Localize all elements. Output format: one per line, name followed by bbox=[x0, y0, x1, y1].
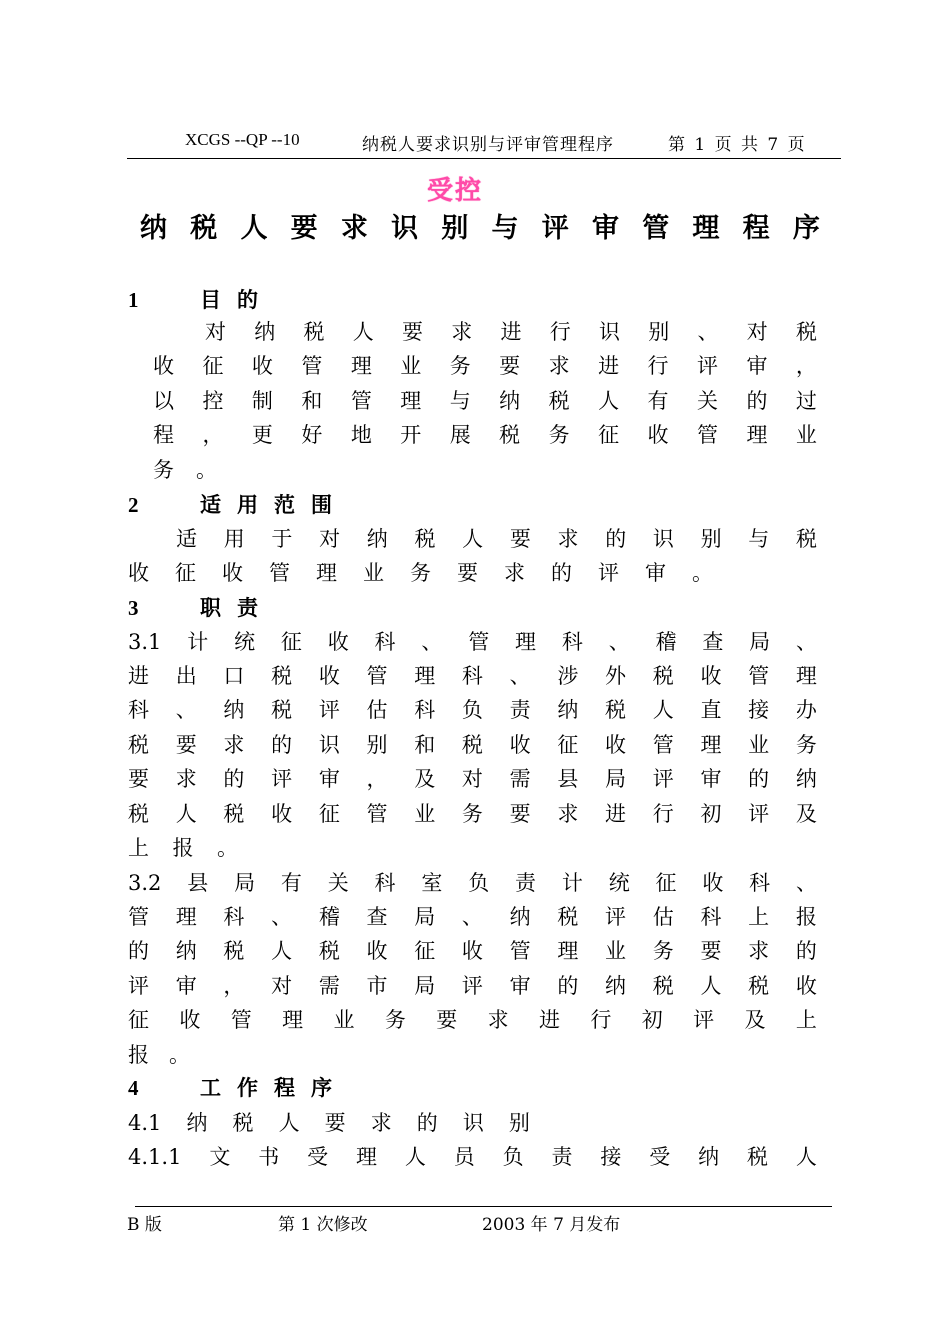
section-heading-4 bbox=[128, 1072, 348, 1102]
text-line: 要 求 的 评 审 ， 及 对 需 县 局 评 审 的 纳 bbox=[128, 767, 817, 791]
header-rule bbox=[127, 158, 841, 159]
controlled-stamp: 受控 bbox=[427, 176, 484, 206]
section-heading-1 bbox=[128, 284, 274, 314]
text-line: 程 ， 更 好 地 开 展 税 务 征 收 管 理 业 bbox=[153, 423, 817, 447]
text-line: 科 、 纳 税 评 估 科 负 责 纳 税 人 直 接 办 bbox=[128, 698, 817, 722]
text-line: 管 理 科 、 稽 查 局 、 纳 税 评 估 科 上 报 bbox=[128, 905, 817, 929]
section-title: 职责 bbox=[200, 595, 274, 620]
text-line: 税 要 求 的 识 别 和 税 收 征 收 管 理 业 务 bbox=[128, 733, 817, 757]
text-line: 4.1 纳 税 人 要 求 的 识 别 bbox=[128, 1111, 530, 1135]
text-line: 收 征 收 管 理 业 务 要 求 进 行 评 审 ， bbox=[153, 354, 817, 378]
text-line: 以 控 制 和 管 理 与 纳 税 人 有 关 的 过 bbox=[153, 389, 817, 413]
section-number: 1 bbox=[128, 288, 139, 312]
document-title: 纳 税 人 要 求 识 别 与 评 审 管 理 程 序 bbox=[140, 213, 820, 244]
text-line: 务 。 bbox=[153, 458, 217, 482]
section-number: 4 bbox=[128, 1076, 139, 1100]
section-title: 工作程序 bbox=[200, 1075, 348, 1100]
footer-release: 2003 年 7 月发布 bbox=[482, 1215, 621, 1235]
text-line: 评 审 ， 对 需 市 局 评 审 的 纳 税 人 税 收 bbox=[128, 974, 817, 998]
text-line: 收 征 收 管 理 业 务 要 求 的 评 审 。 bbox=[128, 561, 713, 585]
text-line: 3.2 县 局 有 关 科 室 负 责 计 统 征 收 科 、 bbox=[128, 871, 817, 895]
text-line: 进 出 口 税 收 管 理 科 、 涉 外 税 收 管 理 bbox=[128, 664, 817, 688]
text-line: 对 纳 税 人 要 求 进 行 识 别 、 对 税 bbox=[205, 320, 817, 344]
footer-rule bbox=[135, 1206, 832, 1207]
section-heading-2 bbox=[128, 489, 348, 519]
text-line: 3.1 计 统 征 收 科 、 管 理 科 、 稽 查 局 、 bbox=[128, 630, 817, 654]
text-line: 的 纳 税 人 税 收 征 收 管 理 业 务 要 求 的 bbox=[128, 939, 817, 963]
header-doc-code: XCGS --QP --10 bbox=[185, 130, 300, 149]
text-line: 报 。 bbox=[128, 1043, 190, 1067]
text-line: 征 收 管 理 业 务 要 求 进 行 初 评 及 上 bbox=[128, 1008, 817, 1032]
section-title: 适用范围 bbox=[200, 492, 348, 517]
footer-revision: 第 1 次修改 bbox=[278, 1215, 368, 1235]
section-heading-3 bbox=[128, 592, 274, 622]
header-page-info: 第 1 页 共 7 页 bbox=[668, 135, 807, 155]
header-doc-name: 纳税人要求识别与评审管理程序 bbox=[362, 135, 614, 155]
text-line: 4.1.1 文 书 受 理 人 员 负 责 接 受 纳 税 人 bbox=[128, 1145, 817, 1169]
text-line: 上 报 。 bbox=[128, 836, 238, 860]
section-number: 3 bbox=[128, 596, 139, 620]
text-line: 税 人 税 收 征 管 业 务 要 求 进 行 初 评 及 bbox=[128, 802, 817, 826]
section-title: 目的 bbox=[200, 287, 274, 312]
footer-version: B 版 bbox=[127, 1215, 162, 1235]
text-line: 适 用 于 对 纳 税 人 要 求 的 识 别 与 税 bbox=[176, 527, 817, 551]
section-number: 2 bbox=[128, 493, 139, 517]
